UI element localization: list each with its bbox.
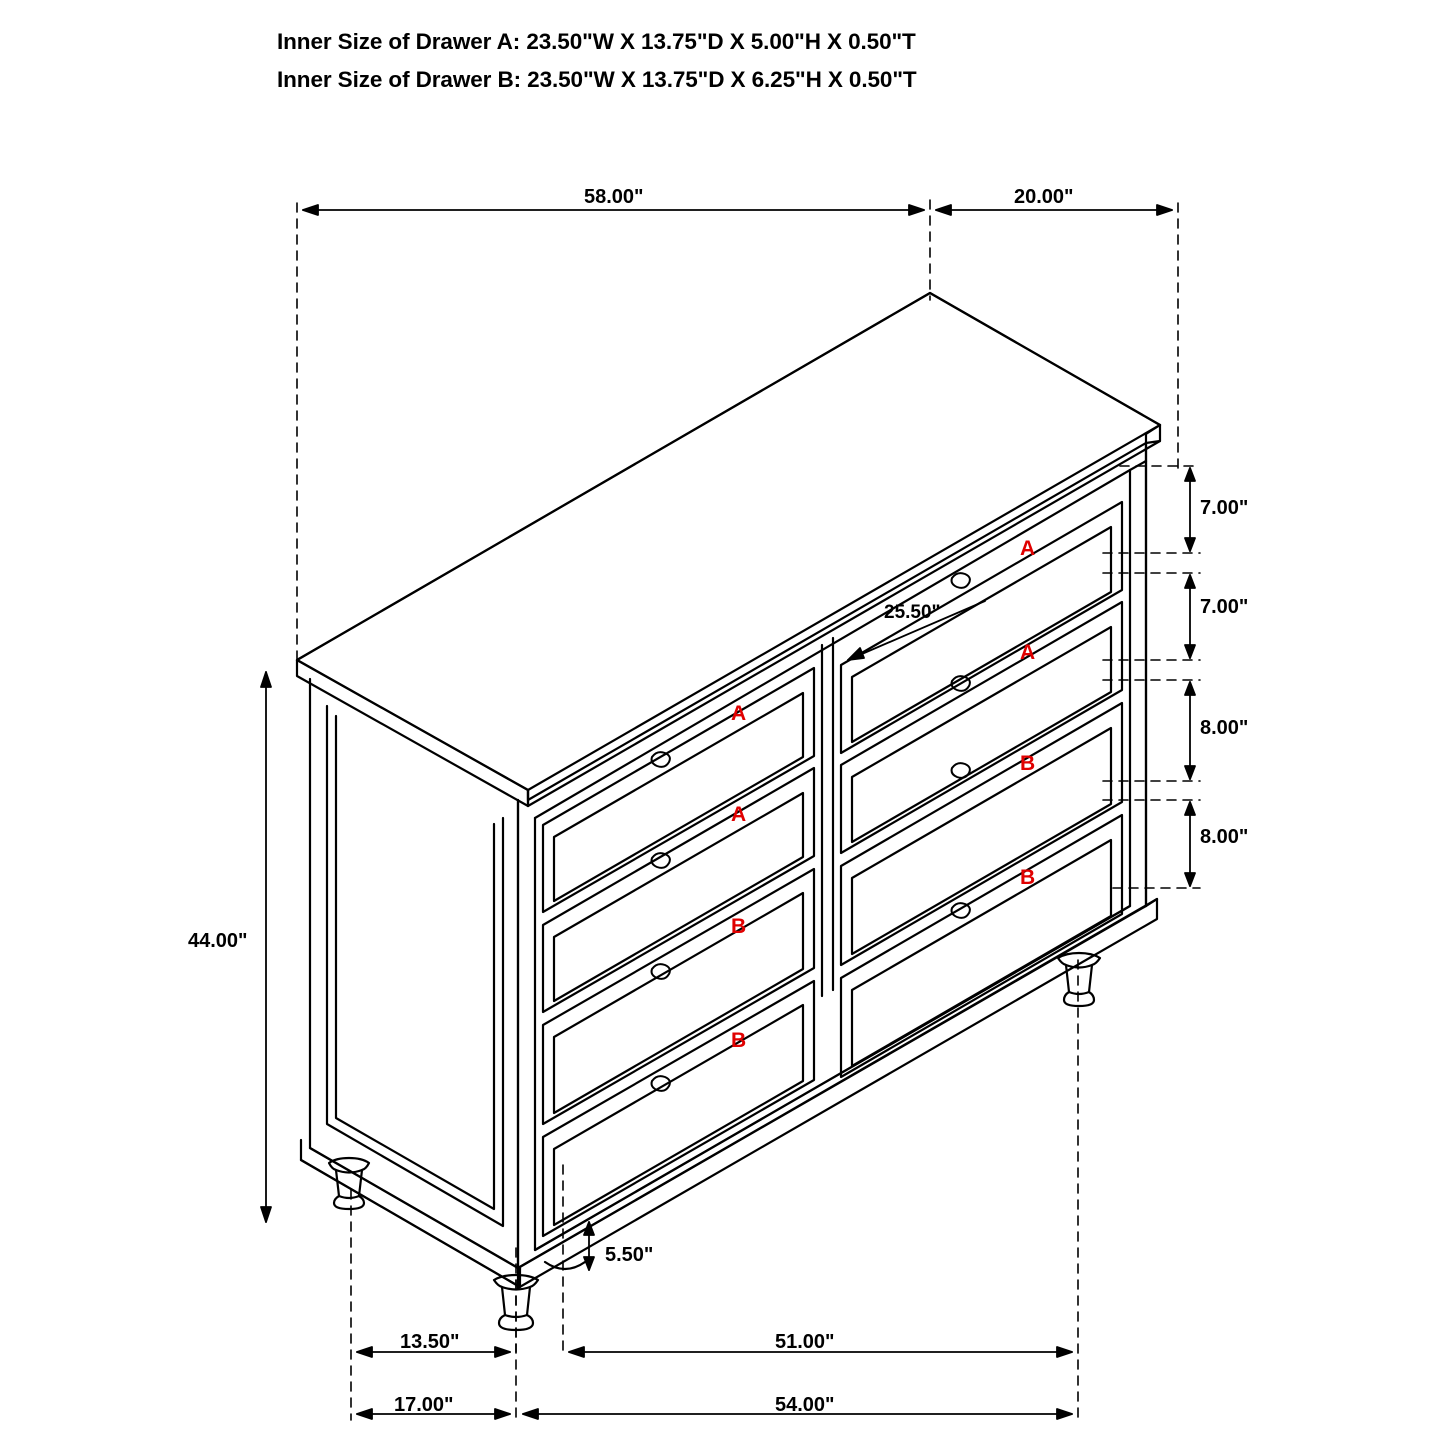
drawer-label-left-1: A	[731, 702, 747, 725]
dim-top-depth: 20.00"	[1014, 186, 1074, 208]
dim-leg-clearance: 5.50"	[605, 1244, 654, 1266]
dim-base-left: 13.50"	[400, 1331, 460, 1353]
dim-row2: 7.00"	[1200, 596, 1249, 618]
dim-base-front: 51.00"	[775, 1331, 835, 1353]
drawer-label-right-4: B	[1020, 866, 1036, 889]
dim-drawer-face-width: 25.50"	[884, 602, 941, 623]
drawer-label-right-1: A	[1020, 537, 1036, 560]
drawer-label-left-3: B	[731, 915, 747, 938]
drawer-label-left-2: A	[731, 803, 747, 826]
drawer-label-left-4: B	[731, 1029, 747, 1052]
dim-row3: 8.00"	[1200, 717, 1249, 739]
dim-base-left-outer: 17.00"	[394, 1394, 454, 1416]
dim-row4: 8.00"	[1200, 826, 1249, 848]
note-drawer-b: Inner Size of Drawer B: 23.50"W X 13.75"D X 6.25"H X 0.50"T	[277, 67, 917, 92]
dim-base-front-outer: 54.00"	[775, 1394, 835, 1416]
dim-total-height: 44.00"	[188, 930, 248, 952]
note-drawer-a: Inner Size of Drawer A: 23.50"W X 13.75"D X 5.00"H X 0.50"T	[277, 29, 916, 54]
drawer-label-right-3: B	[1020, 752, 1036, 775]
drawer-label-right-2: A	[1020, 641, 1036, 664]
dim-top-width: 58.00"	[584, 186, 644, 208]
dim-row1: 7.00"	[1200, 497, 1249, 519]
